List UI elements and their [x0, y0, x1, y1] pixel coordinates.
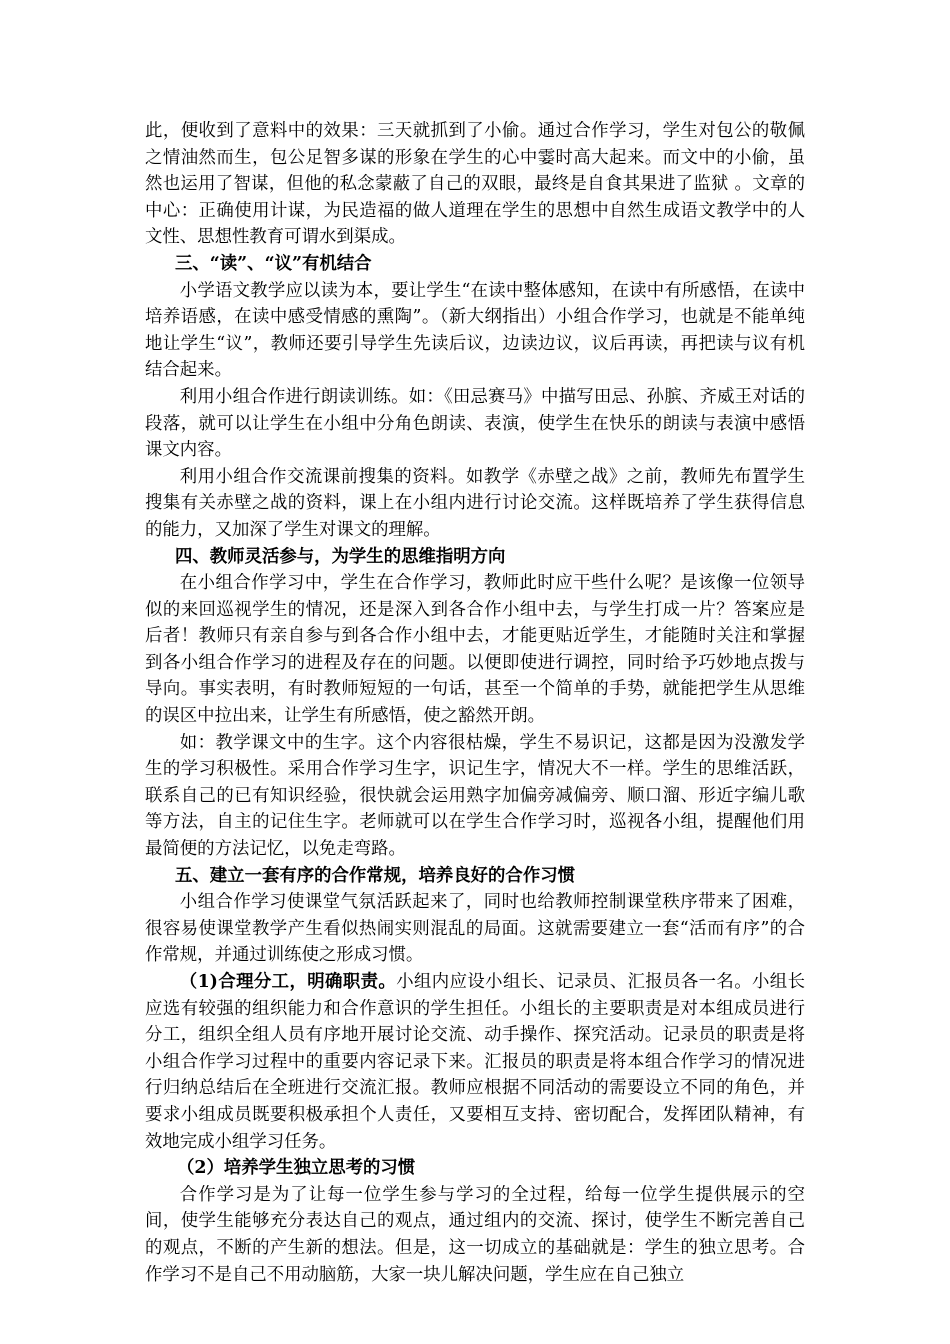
paragraph-6: 如：教学课文中的生字。这个内容很枯燥，学生不易识记，这都是因为没激发学生的学习积极性。采用合作学习生字，识记生字，情况大不一样。学生的思维活跃，联系自己的已有知识经验，很快就会运用熟字加偏旁减偏旁、顺口溜、形近字编儿歌等方法，自主的记住生字。老师就可以在学生合作学习时，巡视各小组，提醒他们用最简便的方法记忆，以免走弯路。 — [145, 732, 805, 860]
paragraph-8 — [145, 969, 805, 1155]
subheading-2: （2）培养学生独立思考的习惯 — [177, 1158, 416, 1179]
heading-section-4: 四、教师灵活参与，为学生的思维指明方向 — [175, 546, 506, 567]
paragraph-7: 小组合作学习使课堂气氛活跃起来了，同时也给教师控制课堂秩序带来了困难，很容易使课堂教学产生看似热闹实则混乱的局面。这就需要建立一套“活而有序”的合作常规，并通过训练使之形成习惯。 — [145, 892, 805, 966]
heading-section-5: 五、建立一套有序的合作常规，培养良好的合作习惯 — [175, 865, 575, 886]
paragraph-5: 在小组合作学习中，学生在合作学习，教师此时应干些什么呢？是该像一位领导似的来回巡视学生的情况，还是深入到各合作小组中去，与学生打成一片？答案应是后者！教师只有亲自参与到各合作小组中去，才能更贴近学生，才能随时关注和掌握到各小组合作学习的进程及存在的问题。以便即使进行调控，同时给予巧妙地点拨与导向。事实表明，有时教师短短的一句话，甚至一个简单的手势，就能把学生从思维的误区中拉出来，让学生有所感悟，使之豁然开朗。 — [145, 573, 805, 727]
document-page — [145, 118, 805, 1288]
heading-section-3: 三、“读”、“议”有机结合 — [175, 253, 372, 274]
subheading-1: （1)合理分工，明确职责。 — [179, 972, 397, 992]
paragraph-8-text: 小组内应设小组长、记录员、汇报员各一名。小组长应选有较强的组织能力和合作意识的学生担任。小组长的主要职责是对本组成员进行分工，组织全组人员有序地开展讨论交流、动手操作、探究活动。记录员的职责是将小组合作学习过程中的重要内容记录下来。汇报员的职责是将本组合作学习的情况进行归纳总结后在全班进行交流汇报。教师应根据不同活动的需要设立不同的角色，并要求小组成员既要积极承担个人责任，又要相互支持、密切配合，发挥团队精神，有效地完成小组学习任务。 — [145, 972, 805, 1152]
paragraph-3: 利用小组合作进行朗读训练。如：《田忌赛马》中描写田忌、孙膑、齐威王对话的段落，就可以让学生在小组中分角色朗读、表演，使学生在快乐的朗读与表演中感悟课文内容。 — [145, 386, 805, 461]
paragraph-4: 利用小组合作交流课前搜集的资料。如教学《赤壁之战》之前，教师先布置学生搜集有关赤壁之战的资料，课上在小组内进行讨论交流。这样既培养了学生获得信息的能力，又加深了学生对课文的理解。 — [145, 466, 805, 540]
paragraph-2: 小学语文教学应以读为本，要让学生“在读中整体感知，在读中有所感悟，在读中培养语感，在读中感受情感的熏陶”。（新大纲指出）小组合作学习，也就是不能单纯地让学生“议”，教师还要引导学生先读后议，边读边议，议后再读，再把读与议有机结合起来。 — [145, 280, 805, 381]
paragraph-9: 合作学习是为了让每一位学生参与学习的全过程，给每一位学生提供展示的空间，使学生能够充分表达自己的观点，通过组内的交流、探讨，使学生不断完善自己的观点，不断的产生新的想法。但是，这一切成立的基础就是：学生的独立思考。合作学习不是自己不用动脑筋，大家一块儿解决问题，学生应在自己独立 — [145, 1184, 805, 1285]
paragraph-1: 此，便收到了意料中的效果：三天就抓到了小偷。通过合作学习，学生对包公的敬佩之情油然而生，包公足智多谋的形象在学生的心中霎时高大起来。而文中的小偷，虽然也运用了智谋，但他的私念蒙蔽了自己的双眼，最终是自食其果进了监狱 。文章的中心：正确使用计谋，为民造福的做人道理在学生的思想中自然生成语文教学中的人文性、思想性教育可谓水到渠成。 — [145, 121, 805, 248]
